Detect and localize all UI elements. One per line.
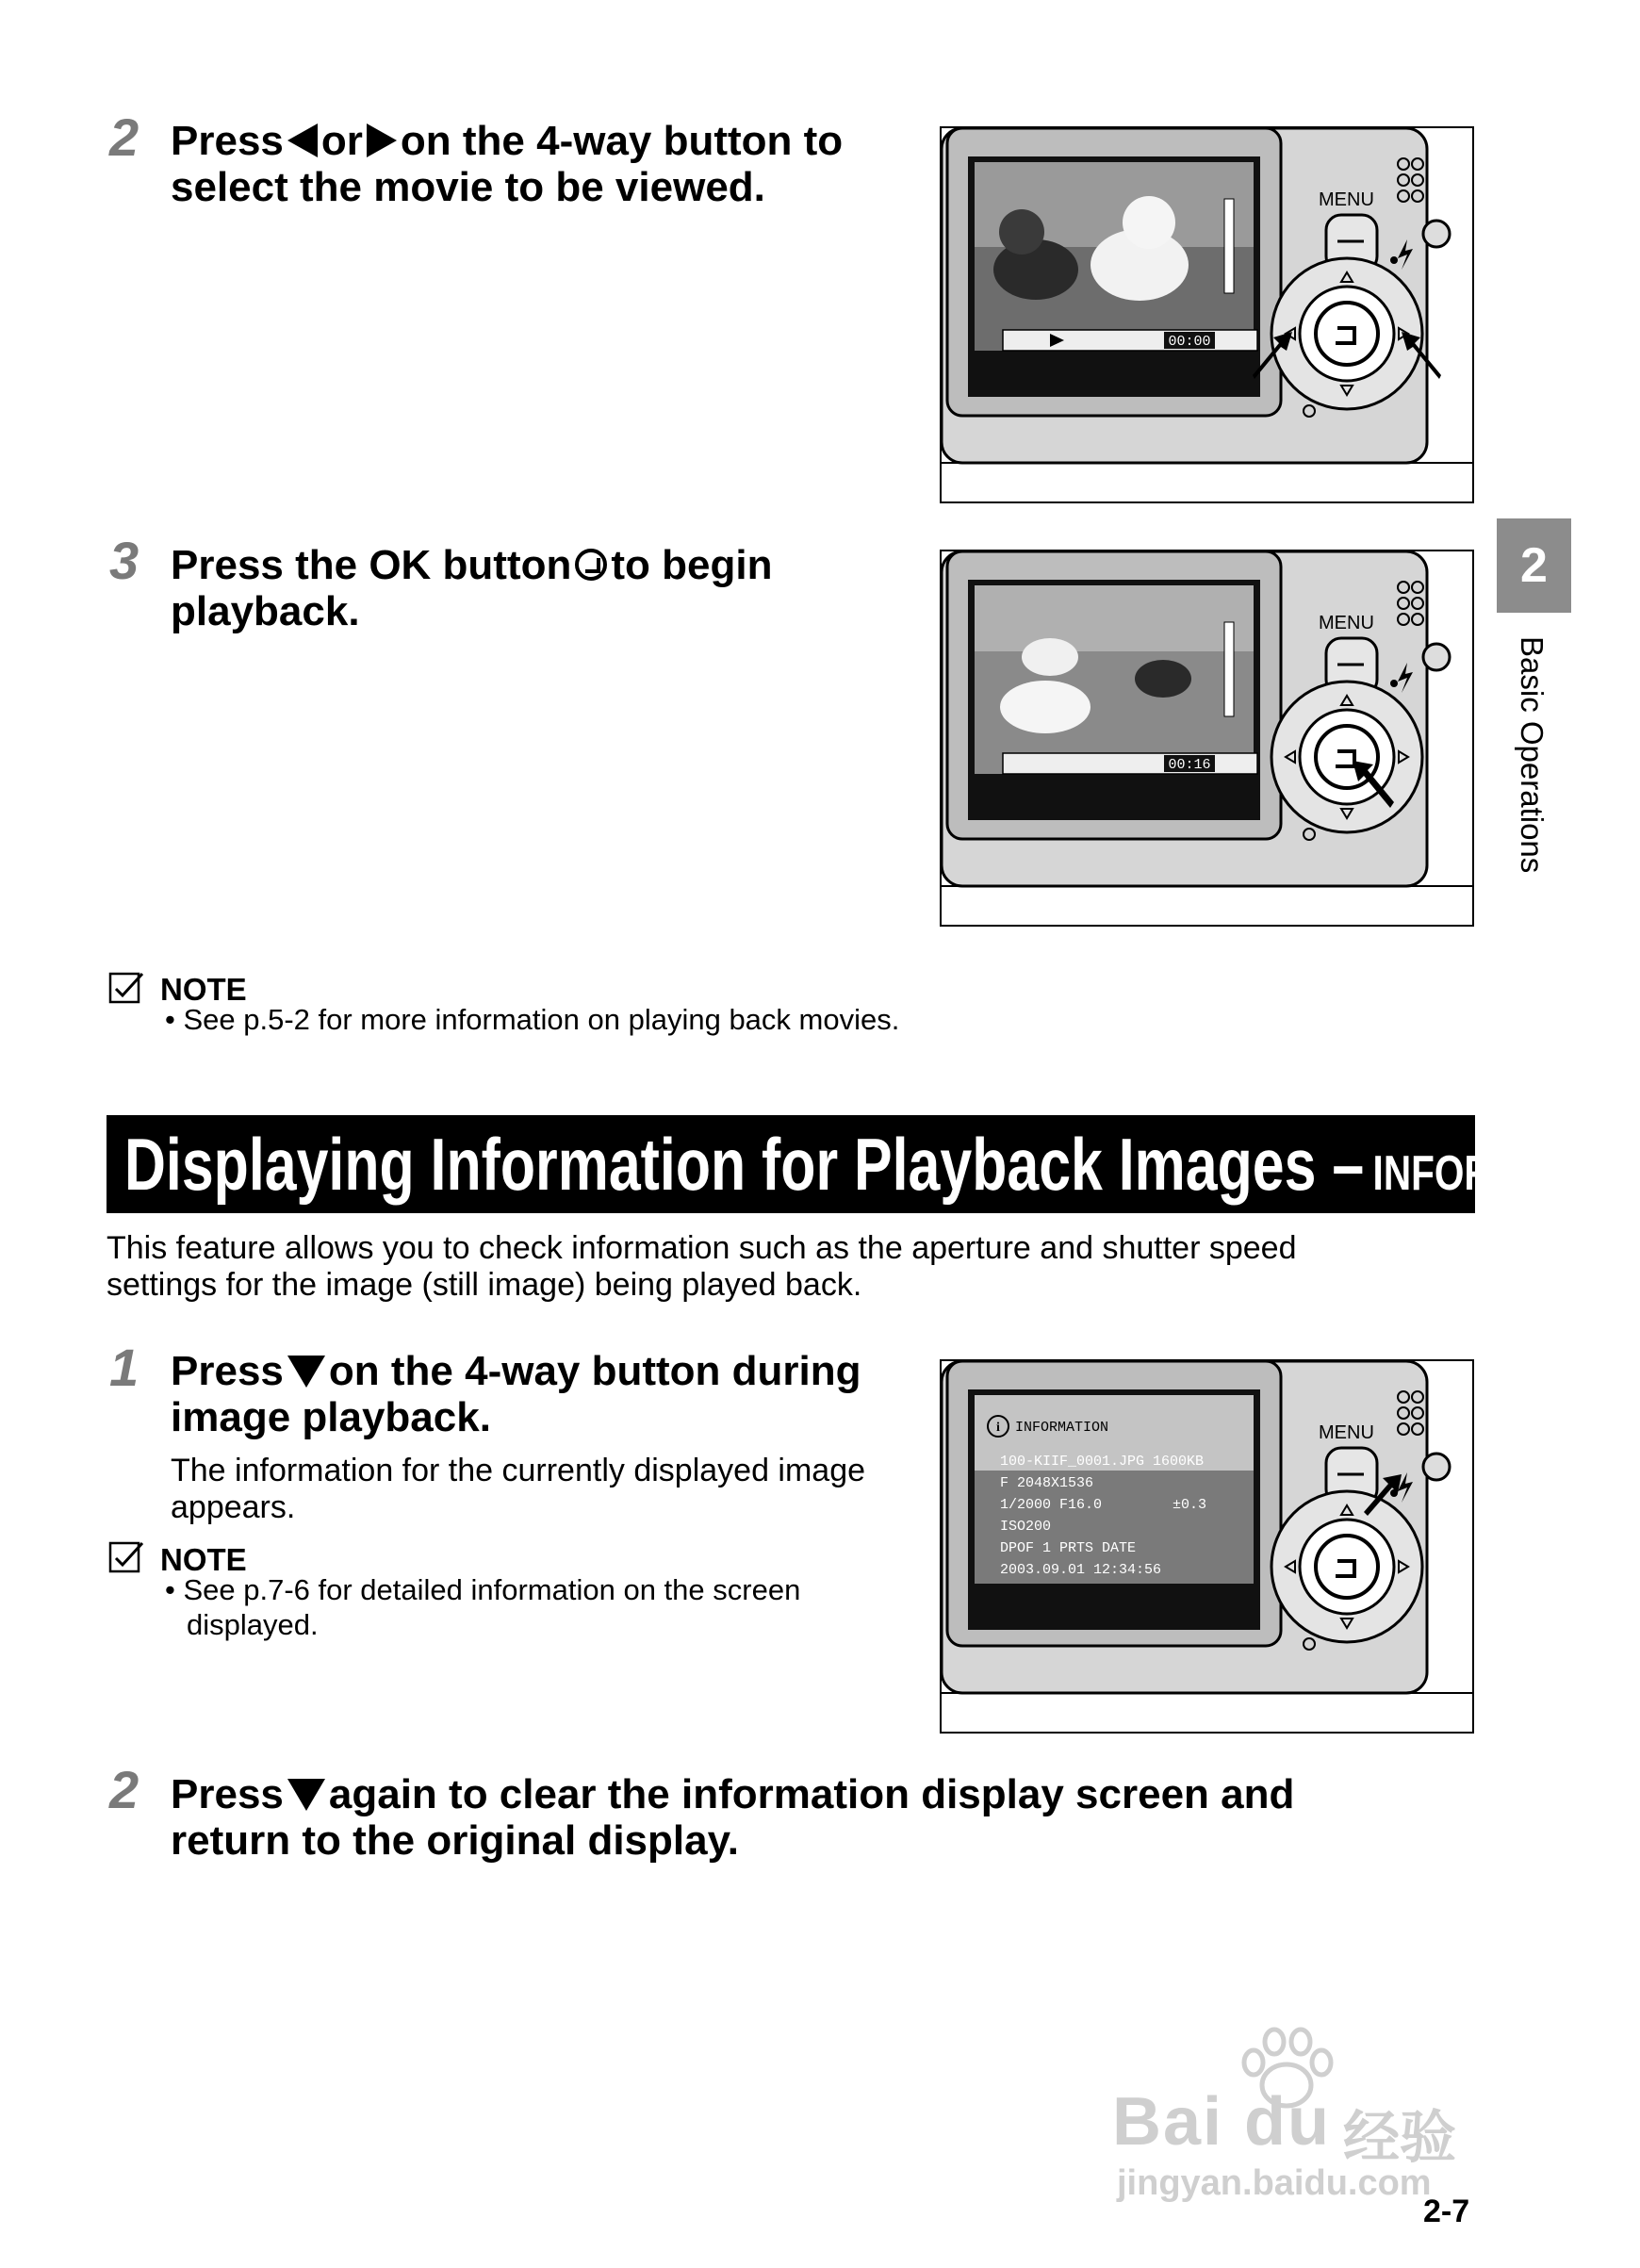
lcd-info-row: ISO200 (1000, 1519, 1052, 1535)
lcd-timer: 00:16 (1168, 757, 1211, 773)
camera-illustration-playback (940, 550, 1474, 927)
step-text: on the 4-way button during (328, 1348, 861, 1394)
chapter-tab: 2 (1497, 518, 1571, 613)
lcd-info-row: 2003.09.01 12:34:56 (1000, 1562, 1162, 1578)
description-line: appears. (171, 1489, 296, 1525)
step-text: return to the original display. (171, 1817, 740, 1864)
step-text: select the movie to be viewed. (171, 164, 765, 210)
step-1-description (171, 1453, 925, 1526)
lcd-info-title: INFORMATION (1015, 1420, 1109, 1436)
chapter-label: Basic Operations (1515, 636, 1550, 874)
lcd-info-row: 100-KIIF_0001.JPG 1600KB (1000, 1454, 1205, 1470)
lcd-info-row: F 2048X1536 (1000, 1475, 1094, 1491)
lcd-info-row: DPOF 1 PRTS DATE (1000, 1540, 1137, 1556)
section-heading-suffix: INFORMATION (1372, 1146, 1640, 1201)
lcd-info-row: ±0.3 (1173, 1497, 1207, 1513)
step-number: 3 (109, 531, 139, 590)
page-number: 2-7 (1423, 2194, 1470, 2229)
intro-line: settings for the image (still image) being played back. (107, 1267, 862, 1303)
lcd-info-row: 1/2000 F16.0 (1000, 1497, 1103, 1513)
note-text: • See p.5-2 for more information on playing back movies. (165, 1003, 900, 1036)
note-line: • See p.7-6 for detailed information on the screen (165, 1573, 801, 1606)
section-intro (107, 1230, 1483, 1304)
step-text: again to clear the information display screen and (328, 1771, 1295, 1817)
svg-text:i: i (996, 1421, 1000, 1435)
right-arrow-icon (367, 123, 397, 157)
step-text: to begin (611, 542, 773, 588)
step-text: on the 4-way button to (400, 118, 844, 164)
note-icon (108, 1539, 146, 1573)
step-text: image playback. (171, 1394, 491, 1440)
section-heading: Displaying Information for Playback Images – (124, 1123, 1365, 1206)
watermark-brand: Bai du (1112, 2084, 1332, 2160)
step-text: Press (171, 1348, 284, 1394)
step-number: 1 (109, 1338, 139, 1397)
lcd-timer: 00:00 (1168, 334, 1211, 350)
step-1-instruction (171, 1348, 925, 1440)
step-number: 2 (109, 107, 139, 167)
section-heading-bar (107, 1115, 1640, 1213)
menu-label: MENU (1319, 189, 1374, 210)
menu-label: MENU (1319, 1422, 1374, 1443)
step-3-instruction (171, 542, 925, 634)
step-text: Press (171, 118, 284, 164)
camera-illustration-select-movie (940, 126, 1474, 503)
watermark-url: jingyan.baidu.com (1117, 2163, 1432, 2203)
note-text (165, 1572, 881, 1642)
step-text: or (320, 118, 363, 164)
note-line: displayed. (187, 1608, 319, 1641)
left-arrow-icon (287, 123, 318, 157)
description-line: The information for the currently displayed image (171, 1453, 866, 1488)
baidu-watermark (1112, 2027, 1489, 2215)
down-arrow-icon (287, 1779, 325, 1811)
menu-label: MENU (1319, 613, 1374, 633)
down-arrow-icon (287, 1356, 325, 1388)
intro-line: This feature allows you to check information such as the aperture and shutter speed (107, 1230, 1297, 1266)
step-2b-instruction (171, 1771, 1490, 1864)
note-title: NOTE (160, 972, 247, 1007)
camera-illustration-information (940, 1359, 1474, 1734)
step-number: 2 (109, 1760, 139, 1819)
note-icon (108, 970, 146, 1004)
step-text: playback. (171, 588, 360, 634)
step-text: Press the OK button (171, 542, 572, 588)
ok-button-icon (575, 549, 607, 581)
note-title: NOTE (160, 1542, 247, 1577)
watermark-cn: 经验 (1343, 2106, 1456, 2169)
step-text: Press (171, 1771, 284, 1817)
step-2-instruction (171, 118, 925, 210)
